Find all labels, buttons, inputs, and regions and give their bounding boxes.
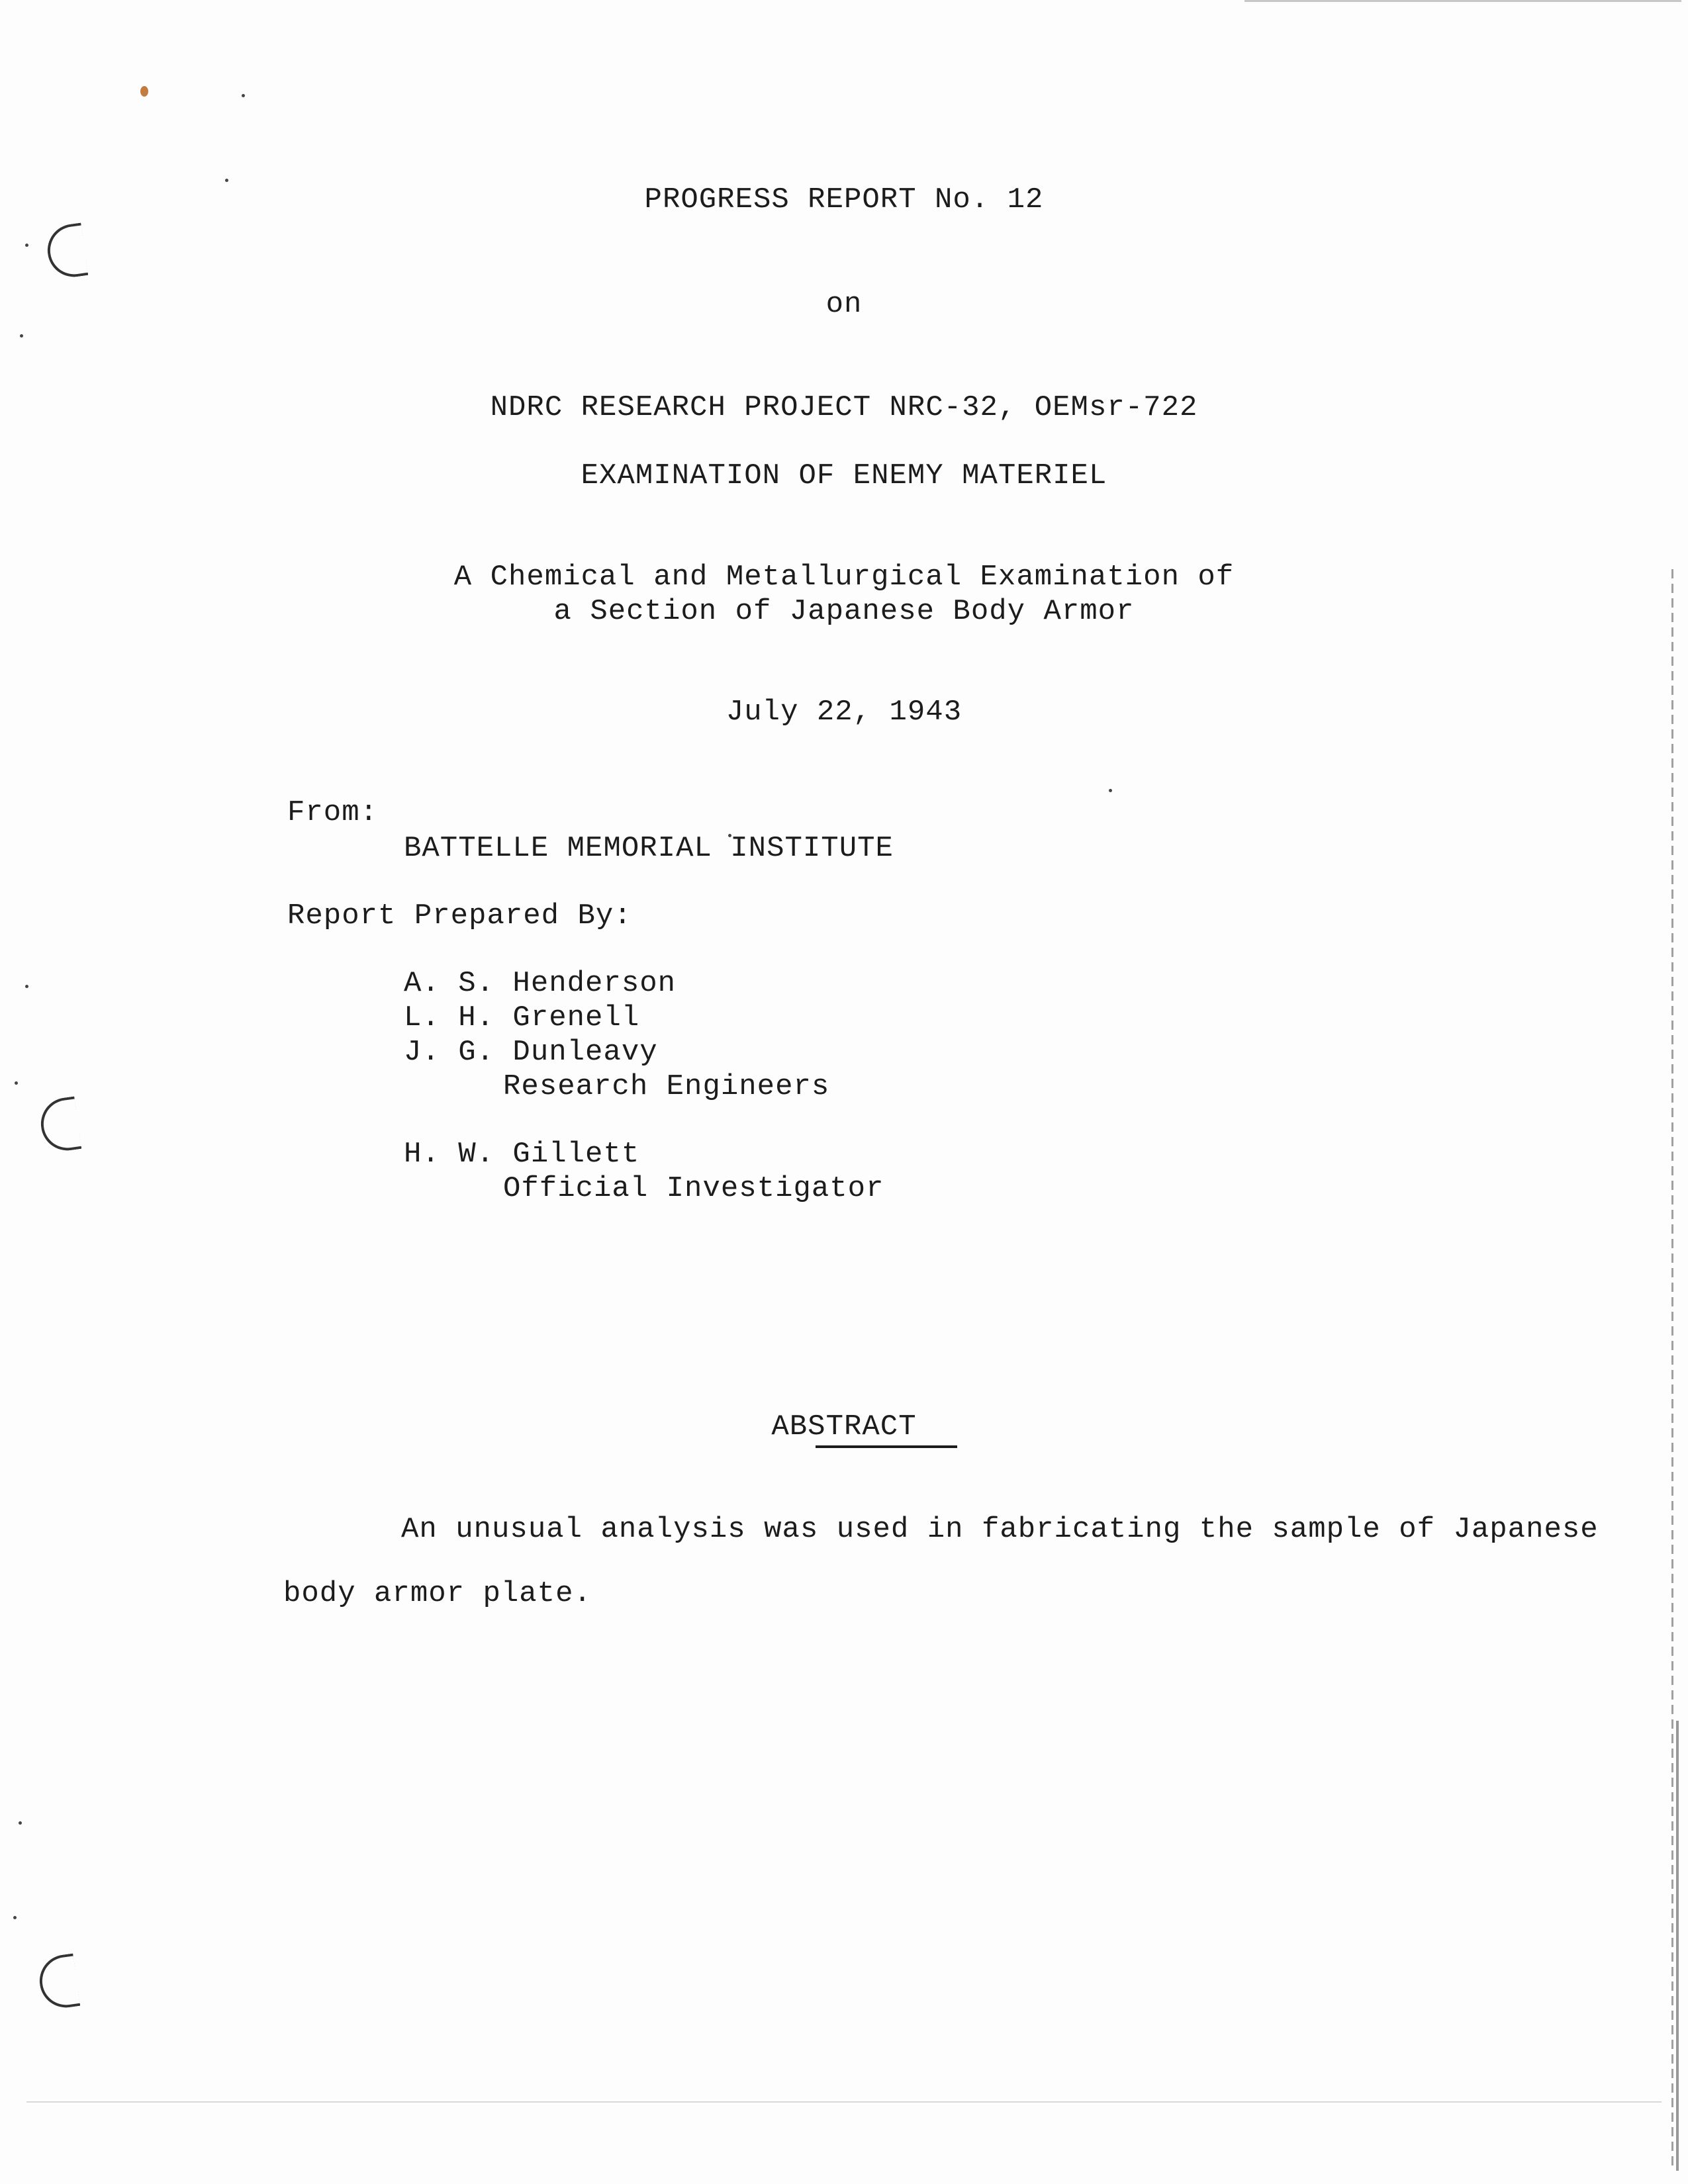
from-value: BATTELLE MEMORIAL INSTITUTE [404,832,894,865]
abstract-line-2: body armor plate. [283,1577,592,1610]
punch-hole-top [44,222,89,280]
investigator-role: Official Investigator [503,1172,884,1205]
speck [19,1821,22,1825]
speck [225,179,228,182]
subject-line: EXAMINATION OF ENEMY MATERIEL [581,459,1107,492]
prepared-by-label: Report Prepared By: [287,899,632,933]
speck [15,1081,18,1085]
speck [1109,789,1112,792]
abstract-line-1: An unusual analysis was used in fabricating the sample of Japanese [401,1513,1599,1546]
subtitle-line-2: a Section of Japanese Body Armor [553,595,1135,628]
report-title: PROGRESS REPORT No. 12 [644,183,1044,216]
report-date: July 22, 1943 [726,696,962,729]
rust-spot [140,86,148,97]
speck [13,1916,17,1919]
author-name: L. H. Grenell [404,1001,640,1034]
investigator-name: H. W. Gillett [404,1138,640,1171]
abstract-heading: ABSTRACT [771,1410,917,1443]
speck [242,94,245,97]
report-on: on [825,288,863,321]
punch-hole-middle [38,1096,82,1154]
author-name: J. G. Dunleavy [404,1036,658,1069]
scan-edge-bottom [26,2101,1662,2103]
subtitle-line-1: A Chemical and Metallurgical Examination of [453,561,1235,594]
abstract-underline [816,1445,957,1448]
project-line: NDRC RESEARCH PROJECT NRC-32, OEMsr-722 [490,391,1198,424]
speck [20,334,23,338]
scan-edge-right-dark [1676,1721,1679,2171]
scan-edge-right [1671,569,1673,2171]
scan-edge-top [1244,0,1681,2]
authors-role: Research Engineers [503,1070,830,1103]
speck [25,244,28,247]
speck [25,985,28,988]
author-name: A. S. Henderson [404,967,677,1000]
punch-hole-bottom [36,1953,81,2011]
from-label: From: [287,796,379,829]
